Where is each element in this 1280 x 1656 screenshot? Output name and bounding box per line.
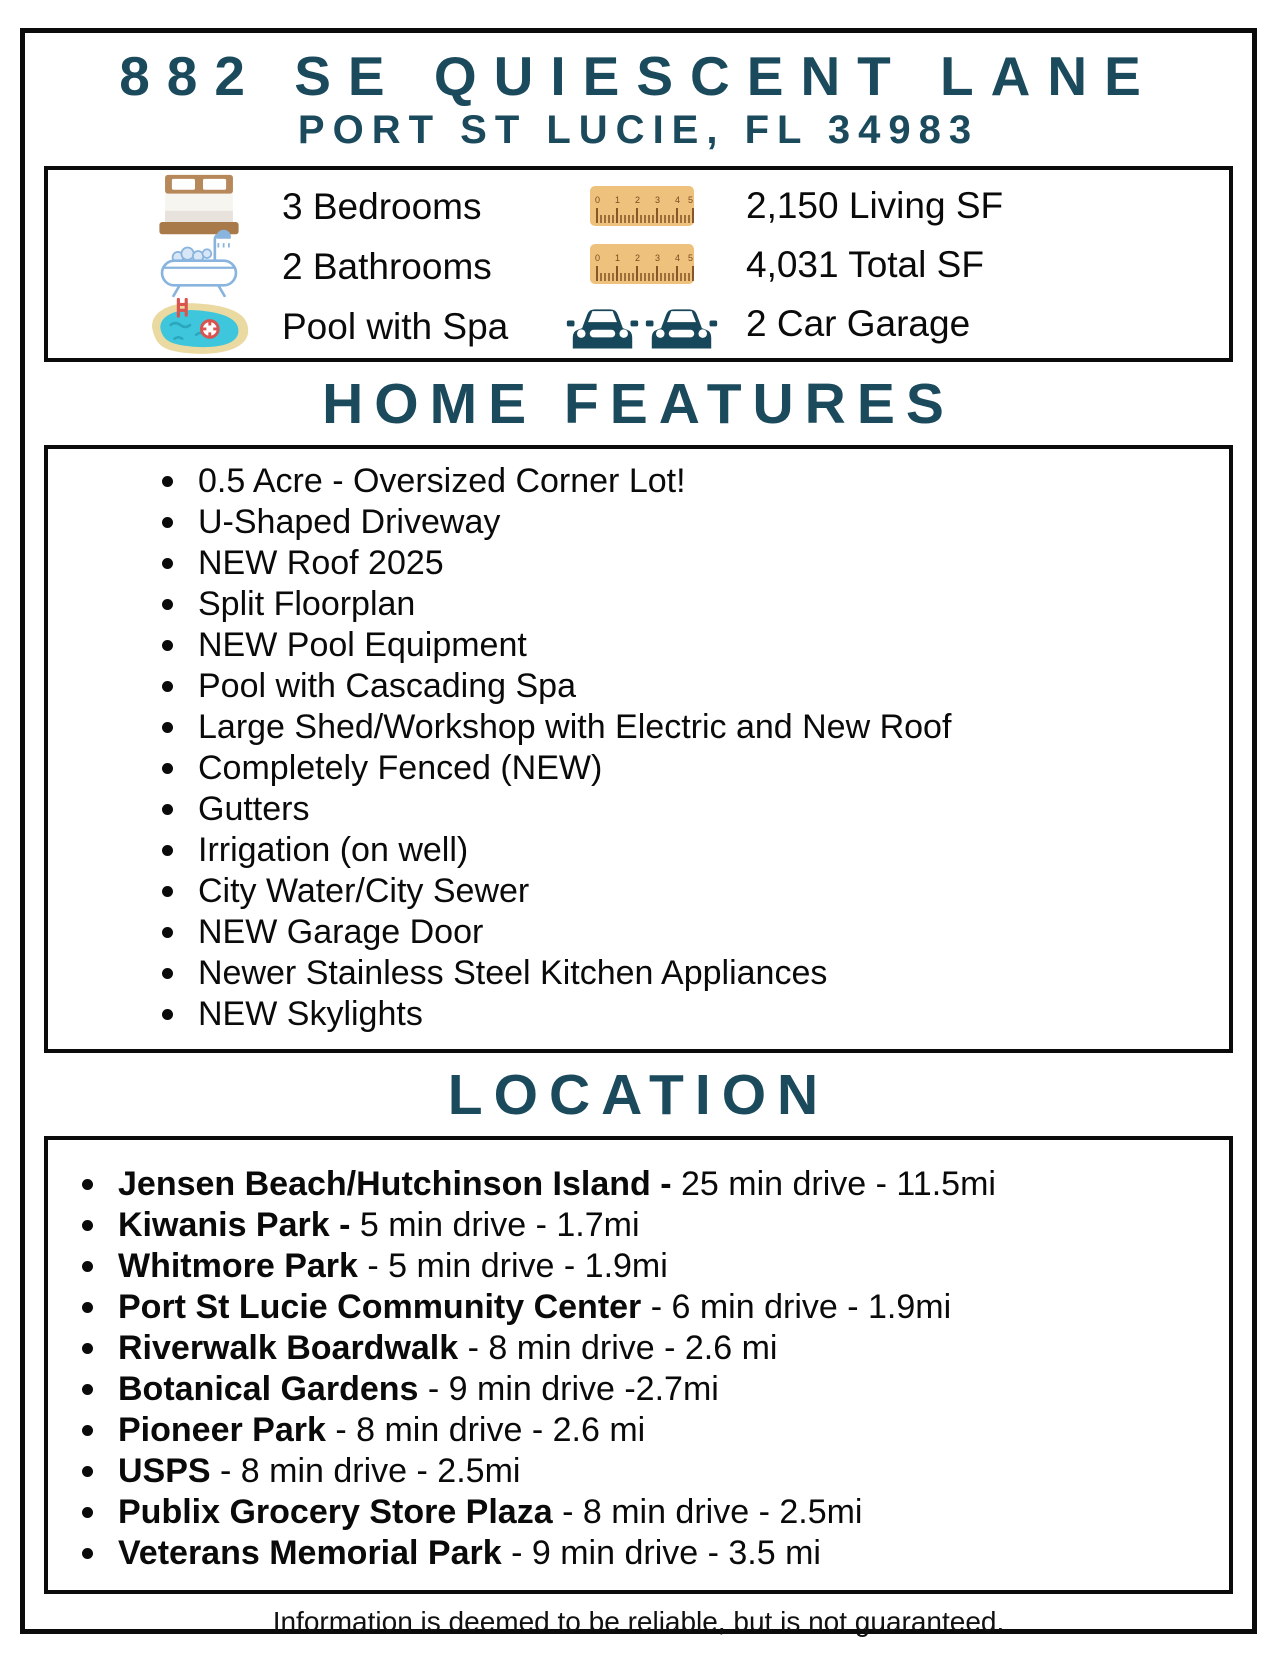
address-line-1: 882 SE QUIESCENT LANE <box>119 45 1158 107</box>
feature-item: NEW Pool Equipment <box>160 625 1219 666</box>
home-features-heading: HOME FEATURES <box>322 372 955 437</box>
features-list <box>48 461 1219 1035</box>
stats-column-right <box>548 170 1229 358</box>
svg-text:3: 3 <box>655 253 661 264</box>
location-details: - 9 min drive - 3.5 mi <box>501 1534 821 1573</box>
location-name: Pioneer Park <box>118 1411 326 1450</box>
feature-item: 0.5 Acre - Oversized Corner Lot! <box>160 461 1219 502</box>
location-name: Veterans Memorial Park <box>118 1534 502 1573</box>
location-name: USPS <box>118 1452 211 1491</box>
garage-label: 2 Car Garage <box>746 302 971 344</box>
svg-text:5: 5 <box>688 194 694 205</box>
location-box <box>44 1136 1233 1594</box>
disclaimer-text: Information is deemed to be reliable, but is not guaranteed. <box>272 1606 1005 1638</box>
location-list <box>48 1164 1219 1574</box>
feature-item: Irrigation (on well) <box>160 830 1219 871</box>
svg-text:2: 2 <box>635 253 641 264</box>
location-item <box>80 1533 1219 1574</box>
location-details: - 5 min drive - 1.9mi <box>357 1247 668 1286</box>
location-item <box>80 1451 1219 1492</box>
svg-text:4: 4 <box>675 253 681 264</box>
location-name: Port St Lucie Community Center <box>118 1288 642 1327</box>
svg-text:1: 1 <box>615 253 621 264</box>
location-name: Publix Grocery Store Plaza <box>118 1493 553 1532</box>
living-sf-label: 2,150 Living SF <box>746 185 1004 227</box>
location-details: - 8 min drive - 2.6 mi <box>325 1411 646 1450</box>
stat-bathrooms <box>48 236 548 296</box>
total-sf-label: 4,031 Total SF <box>746 243 984 285</box>
location-item <box>80 1246 1219 1287</box>
stat-garage <box>548 294 1229 353</box>
pool-icon <box>144 295 254 357</box>
svg-text:1: 1 <box>615 194 621 205</box>
svg-text:3: 3 <box>655 194 661 205</box>
stat-total-sf <box>548 235 1229 294</box>
svg-text:4: 4 <box>675 194 681 205</box>
location-heading: LOCATION <box>447 1063 830 1128</box>
location-name: Botanical Gardens <box>118 1370 419 1409</box>
feature-item: Large Shed/Workshop with Electric and New Roof <box>160 707 1219 748</box>
stat-bedrooms <box>48 176 548 236</box>
location-details: - 8 min drive - 2.5mi <box>552 1493 863 1532</box>
feature-item: U-Shaped Driveway <box>160 502 1219 543</box>
bathtub-icon <box>144 227 254 305</box>
flyer-page <box>20 28 1257 1638</box>
location-details: - 8 min drive - 2.5mi <box>210 1452 521 1491</box>
feature-item: Completely Fenced (NEW) <box>160 748 1219 789</box>
svg-text:2: 2 <box>635 194 641 205</box>
location-item <box>80 1369 1219 1410</box>
feature-item: NEW Roof 2025 <box>160 543 1219 584</box>
stats-column-left <box>48 170 548 358</box>
svg-text:0: 0 <box>595 253 601 264</box>
feature-item: NEW Garage Door <box>160 912 1219 953</box>
location-name: Jensen Beach/Hutchinson Island - <box>118 1165 672 1204</box>
address-line-2: PORT ST LUCIE, FL 34983 <box>297 108 980 153</box>
ruler-icon <box>566 244 718 284</box>
feature-item: Gutters <box>160 789 1219 830</box>
feature-item: NEW Skylights <box>160 994 1219 1035</box>
stats-box <box>44 166 1233 362</box>
location-item <box>80 1410 1219 1451</box>
location-name: Kiwanis Park - <box>118 1206 351 1245</box>
features-box <box>44 445 1233 1053</box>
location-item <box>80 1287 1219 1328</box>
bathrooms-label: 2 Bathrooms <box>282 245 492 287</box>
location-item <box>80 1164 1219 1205</box>
location-details: 5 min drive - 1.7mi <box>350 1206 640 1245</box>
bedrooms-label: 3 Bedrooms <box>282 185 482 227</box>
location-name: Riverwalk Boardwalk <box>118 1329 459 1368</box>
location-details: - 9 min drive -2.7mi <box>418 1370 719 1409</box>
car-icon <box>566 295 718 351</box>
location-item <box>80 1205 1219 1246</box>
stat-pool <box>48 296 548 356</box>
stat-living-sf <box>548 176 1229 235</box>
location-details: - 8 min drive - 2.6 mi <box>458 1329 778 1368</box>
svg-text:5: 5 <box>688 253 694 264</box>
svg-text:0: 0 <box>595 194 601 205</box>
pool-label: Pool with Spa <box>282 305 509 347</box>
location-item <box>80 1492 1219 1533</box>
location-details: - 6 min drive - 1.9mi <box>641 1288 952 1327</box>
feature-item: Pool with Cascading Spa <box>160 666 1219 707</box>
ruler-icon <box>566 186 718 226</box>
location-name: Whitmore Park <box>118 1247 358 1286</box>
feature-item: Newer Stainless Steel Kitchen Appliances <box>160 953 1219 994</box>
location-item <box>80 1328 1219 1369</box>
feature-item: City Water/City Sewer <box>160 871 1219 912</box>
location-details: 25 min drive - 11.5mi <box>671 1165 996 1204</box>
feature-item: Split Floorplan <box>160 584 1219 625</box>
